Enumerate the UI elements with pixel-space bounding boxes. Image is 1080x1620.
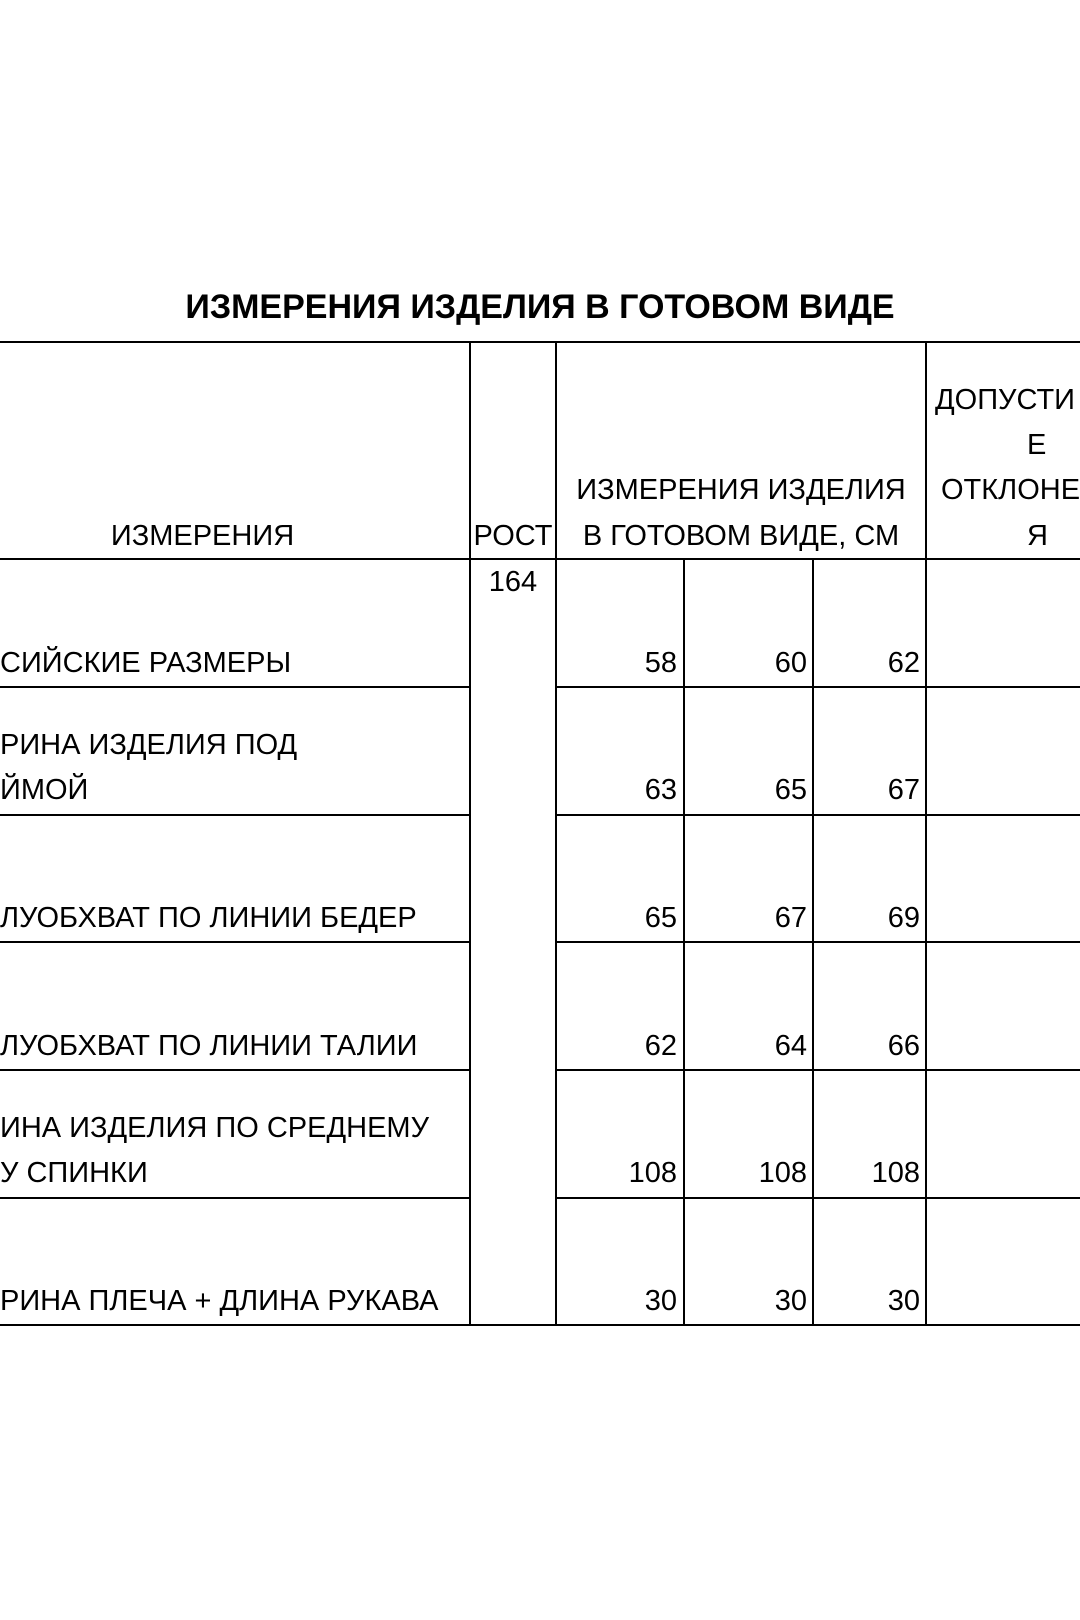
row-6-value-3: 30 [887, 1285, 920, 1317]
row-line-3b [555, 941, 1080, 943]
row-4-value-1: 62 [644, 1030, 677, 1062]
row-3-value-3: 69 [887, 902, 920, 934]
header-product-measurements-line1: ИЗМЕРЕНИЯ ИЗДЕЛИЯ [576, 474, 906, 506]
row-2-value-3: 67 [887, 774, 920, 806]
row-2-value-1: 63 [644, 774, 677, 806]
header-deviation-line4: Я [1027, 520, 1048, 552]
row-2-value-2: 65 [774, 774, 807, 806]
row-line-5 [0, 1197, 471, 1199]
row-5-value-1: 108 [628, 1157, 677, 1189]
height-value: 164 [488, 566, 538, 598]
row-1-label-line2: СИЙСКИЕ РАЗМЕРЫ [0, 647, 292, 679]
row-4-label-line2: ЛУОБХВАТ ПО ЛИНИИ ТАЛИИ [0, 1030, 418, 1062]
row-6-value-1: 30 [644, 1285, 677, 1317]
header-measurements: ИЗМЕРЕНИЯ [110, 520, 295, 552]
header-product-measurements-line2: В ГОТОВОМ ВИДЕ, СМ [582, 520, 900, 552]
row-3-value-1: 65 [644, 902, 677, 934]
row-5-label-line1: ИНА ИЗДЕЛИЯ ПО СРЕДНЕМУ [0, 1112, 429, 1144]
row-5-label-line2: У СПИНКИ [0, 1157, 148, 1189]
header-height: РОСТ [473, 520, 553, 552]
row-line-1b [555, 686, 1080, 688]
row-line-2 [0, 814, 471, 816]
row-line-1 [0, 686, 471, 688]
row-4-value-3: 66 [887, 1030, 920, 1062]
row-line-4b [555, 1069, 1080, 1071]
header-deviation-line1: ДОПУСТИ [935, 384, 1076, 416]
row-3-value-2: 67 [774, 902, 807, 934]
table-border-top [0, 341, 1080, 343]
row-2-label-line1: РИНА ИЗДЕЛИЯ ПОД [0, 729, 298, 761]
col-line-deviation [925, 341, 927, 1326]
header-deviation-line2: Е [1027, 429, 1047, 461]
row-6-label-line2: РИНА ПЛЕЧА + ДЛИНА РУКАВА [0, 1285, 439, 1317]
page-title: ИЗМЕРЕНИЯ ИЗДЕЛИЯ В ГОТОВОМ ВИДЕ [185, 288, 895, 326]
col-line-height-left [469, 341, 471, 1326]
row-line-2b [555, 814, 1080, 816]
row-6-value-2: 30 [774, 1285, 807, 1317]
row-1-value-2: 60 [774, 647, 807, 679]
row-line-3 [0, 941, 471, 943]
row-5-value-2: 108 [758, 1157, 807, 1189]
table-border-bottom [0, 1324, 1080, 1326]
row-4-value-2: 64 [774, 1030, 807, 1062]
row-2-label-line2: ЙМОЙ [0, 774, 89, 806]
row-1-value-3: 62 [887, 647, 920, 679]
row-line-4 [0, 1069, 471, 1071]
row-line-5b [555, 1197, 1080, 1199]
header-deviation-line3: ОТКЛОНЕ [941, 474, 1080, 506]
row-1-value-1: 58 [644, 647, 677, 679]
row-3-label-line2: ЛУОБХВАТ ПО ЛИНИИ БЕДЕР [0, 902, 417, 934]
row-5-value-3: 108 [871, 1157, 920, 1189]
